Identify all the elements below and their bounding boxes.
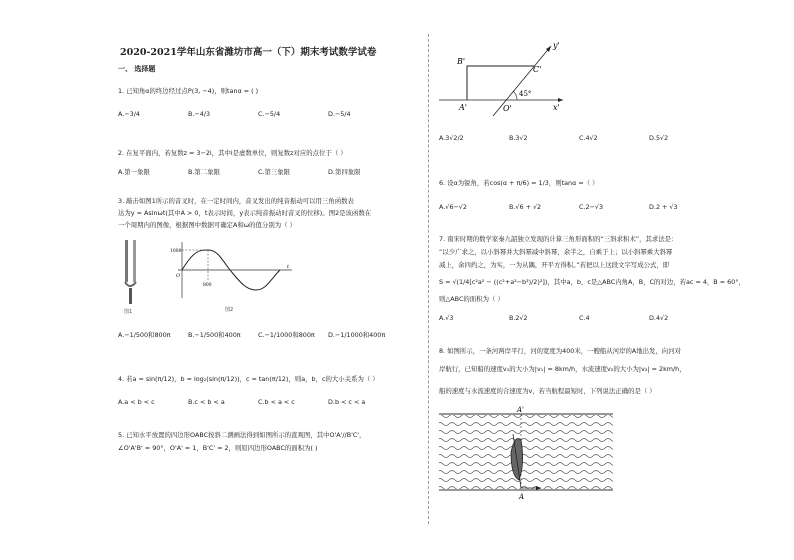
option-b[interactable]: B.c < b < a xyxy=(188,398,225,406)
option-b[interactable]: B.2√2 xyxy=(509,314,528,322)
option-d[interactable]: D.−1/1000和400π xyxy=(328,331,386,339)
option-c[interactable]: C.−5/4 xyxy=(258,110,281,118)
option-d[interactable]: D.第四象限 xyxy=(328,168,361,176)
option-a[interactable]: A.√3 xyxy=(439,314,454,322)
question-7-line-2: “以少广求之，以小斜幂并大斜幂减中斜幂，余半之，自乘于上；以小斜幂乘大斜幂 xyxy=(439,248,673,256)
question-2-stem: 2. 在复平面内，若复数z = 3−2i，其中i是虚数单位，则复数z对应的点位于（ ） xyxy=(118,149,347,157)
x-axis-label: x' xyxy=(553,103,560,112)
option-d[interactable]: D.4√2 xyxy=(649,314,669,322)
option-a[interactable]: A.a < b < c xyxy=(118,398,155,406)
y-tick-label: 1000 xyxy=(170,249,182,254)
figure-1-caption: 图1 xyxy=(124,309,133,315)
point-a-label: A xyxy=(519,493,525,500)
angle-arc xyxy=(513,91,517,100)
river-water xyxy=(439,415,613,489)
question-4-stem: 4. 若a = sin(π/12)，b = log₂(sin(π/12))，c = tan(π/12)，则a，b，c的大小关系为（ ） xyxy=(118,375,379,383)
question-3-line-3: 一个周期内的图像，根据图中数据可确定A和ω的值分别为（ ） xyxy=(118,221,296,229)
x-tick-label: 800 xyxy=(203,283,212,288)
question-7-line-3: 减上，余四约之，为实，一为从隅，开平方得积。”若把以上这段文字写成公式，即 xyxy=(439,261,670,269)
origin-label: O xyxy=(176,273,181,279)
option-c[interactable]: C.4√2 xyxy=(579,134,598,142)
option-a[interactable]: A.√6−√2 xyxy=(439,203,467,211)
question-6-stem: 6. 设α为锐角，若cos(α + π/6) = 1/3，则tanα =（ ） xyxy=(439,179,599,187)
question-3-line-2: 达为y = Asinωt(其中A > 0，t表示时间，y表示纯音振动时音叉的位移)。图2是该函数在 xyxy=(118,209,372,217)
option-b[interactable]: B.−4/3 xyxy=(188,110,211,118)
question-7-line-4: S = √(1/4[c²a² − ((c²+a²−b²)/2)²])，其中a，b，c是△ABC内角A，B，C的对边，若ac = 4，B = 60°， xyxy=(439,278,745,286)
fork-prong-right xyxy=(133,240,136,282)
angle-label: 45° xyxy=(519,90,532,98)
option-a[interactable]: A.第一象限 xyxy=(118,168,150,176)
question-1-stem: 1. 已知角α的终边经过点P(3, −4)，则tanα = ( ) xyxy=(118,87,259,95)
question-8-line-3: 船的速度与水流速度的合速度为v，若当航程最短时，下列说法正确的是（ ） xyxy=(439,387,656,395)
option-a[interactable]: A.3√2/2 xyxy=(439,134,464,142)
right-page xyxy=(397,0,794,560)
question-5-line-2: ∠O'A'B' = 90°，O'A' = 1，B'C' = 2，则原四边形OABC的面积为( ) xyxy=(118,444,318,452)
option-b[interactable]: B.√6 + √2 xyxy=(509,203,542,211)
point-b-label: B' xyxy=(457,57,466,66)
y-axis xyxy=(493,46,551,116)
option-d[interactable]: D.b < c < a xyxy=(328,398,366,406)
option-b[interactable]: B.−1/500和400π xyxy=(188,331,241,339)
tuning-fork-figure xyxy=(118,238,144,308)
fork-base xyxy=(125,282,136,286)
question-5-line-1: 5. 已知水平放置的四边形OABC按斜二测画法得到如图所示的直观图，其中O'A'//B'C'， xyxy=(118,431,366,439)
question-7-line-1: 7. 南宋时期的数学家秦九韶独立发现的计算三角形面积的“三斜求积术”，其求法是： xyxy=(439,235,678,243)
question-8-line-2: 岸航行，已知船的速度v₁的大小为|v₁| = 8km/h，水流速度v₂的大小为|v₂| = 2km/h， xyxy=(439,365,686,373)
option-d[interactable]: D.−5/4 xyxy=(328,110,351,118)
point-a-label: A' xyxy=(459,103,467,112)
option-c[interactable]: C.第三象限 xyxy=(258,168,291,176)
option-d[interactable]: D.2 + √3 xyxy=(649,203,678,211)
river-figure xyxy=(437,404,615,500)
question-7-line-5: 则△ABC的面积为（ ） xyxy=(439,295,504,303)
option-b[interactable]: B.第二象限 xyxy=(188,168,220,176)
point-o-label: O' xyxy=(503,104,512,113)
point-a-prime-label: A' xyxy=(517,406,524,414)
option-c[interactable]: C.b < a < c xyxy=(258,398,295,406)
question-8-line-1: 8. 如图所示，一条河两岸平行，河的宽度为400米，一艘船从河岸的A地出发，向河对 xyxy=(439,347,681,355)
option-c[interactable]: C.−1/1000和800π xyxy=(258,331,315,339)
option-b[interactable]: B.3√2 xyxy=(509,134,528,142)
y-axis-label: y' xyxy=(553,41,560,50)
t-axis-label: t xyxy=(287,264,290,270)
figure-2-caption: 图2 xyxy=(225,307,234,313)
option-c[interactable]: C.2−√3 xyxy=(579,203,604,211)
oblique-quadrilateral-figure xyxy=(439,38,569,118)
option-a[interactable]: A.−1/500和800π xyxy=(118,331,171,339)
option-c[interactable]: C.4 xyxy=(579,314,590,322)
x-axis-arrow xyxy=(558,98,563,102)
question-3-line-1: 3. 敲击如图1所示的音叉时，在一定时间内，音叉发出的纯音振动可以用三角函数表 xyxy=(118,197,354,205)
sine-graph xyxy=(170,240,295,302)
option-a[interactable]: A.−3/4 xyxy=(118,110,140,118)
fork-handle xyxy=(129,288,132,304)
paper-title: 2020-2021学年山东省潍坊市高一（下）期末考试数学试卷 xyxy=(120,47,377,58)
option-d[interactable]: D.5√2 xyxy=(649,134,669,142)
fork-prong-left xyxy=(125,240,128,282)
section-heading: 一、 选择题 xyxy=(118,65,156,73)
point-c-label: C' xyxy=(533,65,542,74)
